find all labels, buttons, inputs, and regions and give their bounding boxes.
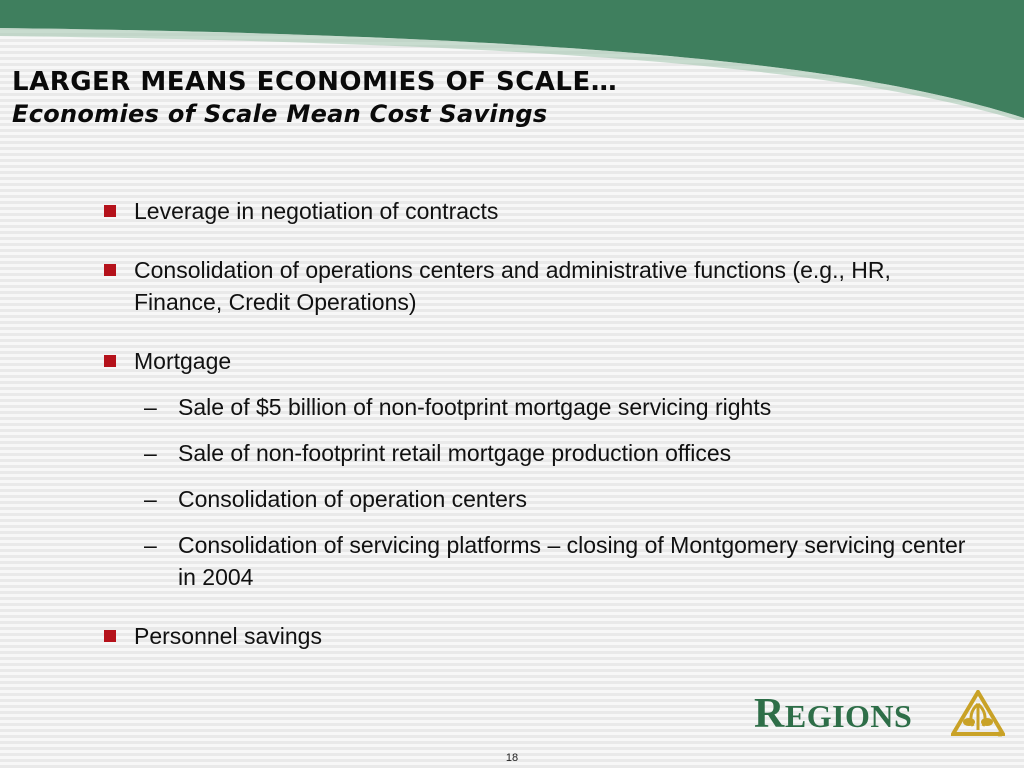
sub-bullet-item bbox=[134, 437, 984, 469]
bullet-square-icon bbox=[104, 355, 116, 367]
logo-rest: EGIONS bbox=[784, 698, 913, 734]
sub-bullet-item bbox=[134, 483, 984, 515]
dash-icon: – bbox=[144, 486, 157, 512]
registered-mark: ® bbox=[997, 730, 1003, 738]
slide-title bbox=[12, 66, 617, 130]
sub-bullet-text: Sale of non-footprint retail mortgage production offices bbox=[178, 440, 732, 466]
bullet-text: Leverage in negotiation of contracts bbox=[134, 198, 499, 224]
bullet-list bbox=[104, 195, 984, 679]
logo-initial: R bbox=[754, 691, 785, 737]
sub-bullet-text: Consolidation of operation centers bbox=[178, 486, 528, 512]
sub-bullet-text: Consolidation of servicing platforms – closing of Montgomery servicing center in 2004 bbox=[178, 532, 966, 590]
dash-icon: – bbox=[144, 394, 157, 420]
regions-triangle-logo-icon bbox=[951, 690, 1005, 738]
bullet-item bbox=[104, 195, 984, 227]
sub-bullet-text: Sale of $5 billion of non-footprint mortgage servicing rights bbox=[178, 394, 772, 420]
dash-icon: – bbox=[144, 532, 157, 558]
sub-bullet-item bbox=[134, 529, 984, 593]
regions-logo bbox=[754, 688, 1014, 740]
bullet-item bbox=[104, 254, 984, 318]
bullet-square-icon bbox=[104, 205, 116, 217]
sub-bullet-item bbox=[134, 391, 984, 423]
bullet-square-icon bbox=[104, 630, 116, 642]
logo-wordmark bbox=[754, 690, 912, 740]
bullet-text: Mortgage bbox=[134, 348, 232, 374]
bullet-item bbox=[104, 345, 984, 593]
bullet-text: Personnel savings bbox=[134, 623, 322, 649]
title-line-1: LARGER MEANS ECONOMIES OF SCALE… bbox=[12, 67, 618, 97]
title-line-2: Economies of Scale Mean Cost Savings bbox=[12, 100, 548, 128]
sub-bullet-list bbox=[134, 391, 984, 593]
dash-icon: – bbox=[144, 440, 157, 466]
bullet-square-icon bbox=[104, 264, 116, 276]
page-number: 18 bbox=[505, 752, 519, 764]
bullet-item bbox=[104, 620, 984, 652]
bullet-text: Consolidation of operations centers and administrative functions (e.g., HR, Finance, Credit Operations) bbox=[134, 257, 891, 315]
